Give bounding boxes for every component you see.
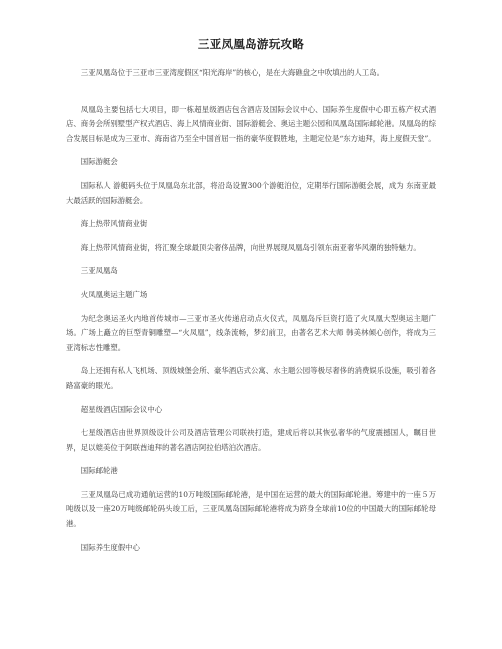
section-heading-yacht-club: 国际游艇会 [80, 157, 118, 167]
section-heading-hotel-conference: 超星级酒店国际会议中心 [80, 404, 163, 414]
section-body-yacht-club: 国际私人 游艇码头位于凤凰岛东北部，将沿岛设置300个游艇泊位，定期举行国际游艇会展，成为 东南亚最大最活跃的国际游艇会。 [66, 180, 436, 205]
overview-paragraph: 凤凰岛主要包括七大项目，即一栋超星级酒店包含酒店及国际会议中心、国际养生度假中心即五栋产权式酒店、商务会所别墅型产权式酒店、海上风情商业街、国际游艇会、奥运主题公园和凤凰岛国际邮轮港。凤凰岛的综合发展目标是成为三亚市、海南省乃至全中国首屈一指的豪华度假胜地，主题定位是“东方迪拜，海上度假天堂”。 [66, 104, 436, 143]
section-body-hotel-conference: 七星级酒店由世界顶级设计公司及酒店管理公司联袂打造，建成后将以其恢弘奢华的气度震撼国人，瞩目世界，足以媲美位于阿联酋迪拜的著名酒店阿拉伯塔泊次酒店。 [66, 428, 436, 452]
section-heading-cruise-port: 国际邮轮港 [80, 466, 118, 476]
page-title: 三亚凤凰岛游玩攻略 [197, 37, 305, 51]
section-heading-phoenix-island: 三亚凤凰岛 [80, 266, 118, 276]
intro-paragraph: 三亚凤凰岛位于三亚市三亚湾度假区“阳光海岸”的核心，是在大海礁盘之中吹填出的人工岛。 [80, 68, 384, 77]
section-body-commercial-street: 海上热带风情商业街，将汇聚全球最顶尖奢侈品牌，向世界展现凤凰岛引领东南亚奢华风潮的独特魅力。 [80, 242, 421, 252]
section-body-olympic-plaza: 为纪念奥运圣火内地首传城市—三亚市圣火传递启动点火仪式，凤凰岛斥巨资打造了火凤凰大型奥运主题广场。广场上矗立的巨型青铜雕塑—“火凤凰”，线条流畅，梦幻前卫，由著名艺术大师 韩美林倾心创作，将成为三亚湾标志性雕塑。 [66, 313, 436, 352]
section-heading-commercial-street: 海上热带风情商业街 [80, 219, 148, 229]
section-body-olympic-plaza-extra: 岛上还拥有私人飞机场、顶级城堡会所、豪华酒店式公寓、水主题公园等极尽奢侈的消费娱乐设施，吸引着各路富豪的眼光。 [66, 366, 436, 390]
section-body-cruise-port: 三亚凤凰岛已成功通航运营的10万吨级国际邮轮港，是中国在运营的最大的国际邮轮港。筹建中的一座５万吨级以及一座20万吨级邮轮码头竣工后，三亚凤凰岛国际邮轮港将成为跻身全球前10位的中国最大的国际邮轮母港。 [66, 489, 436, 529]
section-heading-olympic-plaza: 火凤凰奥运主题广场 [80, 289, 148, 299]
section-heading-wellness-center: 国际养生度假中心 [80, 542, 140, 552]
